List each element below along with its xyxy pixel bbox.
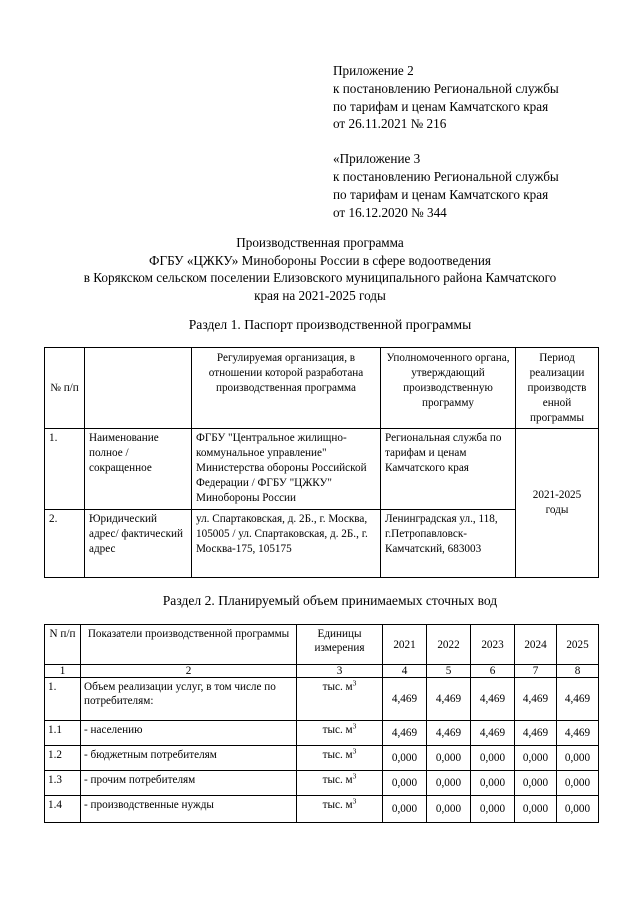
appendix-line: к постановлению Региональной службы bbox=[333, 80, 559, 96]
row-value: 0,000 bbox=[383, 746, 427, 771]
row-value: 4,469 bbox=[557, 678, 599, 721]
row-value: 4,469 bbox=[383, 678, 427, 721]
title-line: края на 2021-2025 годы bbox=[254, 287, 386, 303]
row-value: 0,000 bbox=[557, 771, 599, 796]
appendix-block-current bbox=[333, 62, 559, 133]
row-value: 0,000 bbox=[515, 746, 557, 771]
document-title bbox=[40, 234, 600, 304]
row-value: 0,000 bbox=[557, 746, 599, 771]
header-year: 2023 bbox=[471, 625, 515, 665]
title-line: Производственная программа bbox=[236, 235, 404, 250]
appendix-line: Приложение 2 bbox=[333, 63, 414, 78]
unit-sup: 3 bbox=[352, 721, 357, 731]
row-authority: Ленинградская ул., 118, г.Петропавловск-Камчатский, 683003 bbox=[381, 510, 516, 578]
header-year: 2022 bbox=[427, 625, 471, 665]
row-value: 0,000 bbox=[383, 796, 427, 823]
col-number: 5 bbox=[427, 665, 471, 678]
table-row bbox=[45, 429, 599, 510]
row-indicator: - производственные нужды bbox=[81, 796, 297, 823]
row-value: 4,469 bbox=[427, 678, 471, 721]
table-row bbox=[45, 510, 599, 578]
row-num: 1.3 bbox=[45, 771, 81, 796]
col-number: 1 bbox=[45, 665, 81, 678]
row-num: 1.4 bbox=[45, 796, 81, 823]
table-row bbox=[45, 771, 599, 796]
col-number: 4 bbox=[383, 665, 427, 678]
row-num: 1. bbox=[45, 678, 81, 721]
header-year: 2024 bbox=[515, 625, 557, 665]
row-authority: Региональная служба по тарифам и ценам Камчатского края bbox=[381, 429, 516, 510]
appendix-line: от 26.11.2021 № 216 bbox=[333, 116, 447, 132]
appendix-line: от 16.12.2020 № 344 bbox=[333, 204, 447, 220]
row-name: Наименование полное / сокращенное bbox=[85, 429, 192, 510]
column-numbers-row bbox=[45, 665, 599, 678]
unit-base: тыс. м bbox=[322, 724, 353, 736]
row-unit bbox=[297, 721, 383, 746]
col-number: 3 bbox=[297, 665, 383, 678]
header-num: № п/п bbox=[45, 348, 85, 429]
unit-base: тыс. м bbox=[322, 681, 353, 693]
header-year: 2021 bbox=[383, 625, 427, 665]
row-value: 0,000 bbox=[471, 771, 515, 796]
unit-base: тыс. м bbox=[322, 799, 353, 811]
row-value: 0,000 bbox=[383, 771, 427, 796]
unit-sup: 3 bbox=[352, 771, 357, 781]
row-indicator: - населению bbox=[81, 721, 297, 746]
row-value: 4,469 bbox=[557, 721, 599, 746]
row-num: 1.1 bbox=[45, 721, 81, 746]
row-indicator: - бюджетным потребителям bbox=[81, 746, 297, 771]
row-org: ФГБУ "Центральное жилищно-коммунальное управление" Министерства обороны Российской Федерации / ФГБУ "ЦЖКУ" Минобороны России bbox=[192, 429, 381, 510]
row-num: 1. bbox=[45, 429, 85, 510]
header-year: 2025 bbox=[557, 625, 599, 665]
row-value: 4,469 bbox=[471, 678, 515, 721]
row-value: 0,000 bbox=[427, 746, 471, 771]
header-num: N п/п bbox=[45, 625, 81, 665]
appendix-line: «Приложение 3 bbox=[333, 151, 421, 167]
col-number: 2 bbox=[81, 665, 297, 678]
col-number: 6 bbox=[471, 665, 515, 678]
row-indicator: Объем реализации услуг, в том числе по потребителям: bbox=[81, 678, 297, 721]
row-value: 0,000 bbox=[427, 771, 471, 796]
row-unit bbox=[297, 746, 383, 771]
appendix-line: по тарифам и ценам Камчатского края bbox=[333, 98, 549, 114]
title-line: ФГБУ «ЦЖКУ» Минобороны России в сфере водоотведения bbox=[149, 252, 491, 268]
table-row bbox=[45, 746, 599, 771]
row-unit bbox=[297, 771, 383, 796]
row-value: 0,000 bbox=[471, 746, 515, 771]
section2-heading: Раздел 2. Планируемый объем принимаемых сточных вод bbox=[162, 593, 498, 608]
passport-header-row bbox=[45, 348, 599, 429]
passport-table bbox=[44, 347, 599, 578]
unit-sup: 3 bbox=[352, 678, 357, 688]
appendix-line: по тарифам и ценам Камчатского края bbox=[333, 186, 549, 202]
row-value: 4,469 bbox=[383, 721, 427, 746]
unit-sup: 3 bbox=[352, 746, 357, 756]
row-unit bbox=[297, 796, 383, 823]
unit-base: тыс. м bbox=[322, 749, 353, 761]
header-empty bbox=[85, 348, 192, 429]
table-row bbox=[45, 678, 599, 721]
row-value: 0,000 bbox=[471, 796, 515, 823]
header-authority: Уполномоченного органа, утверждающий производственную программу bbox=[381, 348, 516, 429]
header-indicator: Показатели производственной программы bbox=[81, 625, 297, 665]
volume-table bbox=[44, 624, 599, 823]
row-unit bbox=[297, 678, 383, 721]
volume-header-row bbox=[45, 625, 599, 665]
row-value: 0,000 bbox=[515, 796, 557, 823]
row-value: 4,469 bbox=[471, 721, 515, 746]
period-value: 2021-2025 годы bbox=[516, 429, 599, 578]
unit-base: тыс. м bbox=[322, 774, 353, 786]
table-row bbox=[45, 796, 599, 823]
table-row bbox=[45, 721, 599, 746]
title-line: в Корякском сельском поселении Елизовского муниципального района Камчатского bbox=[83, 270, 557, 285]
section1-heading: Раздел 1. Паспорт производственной программы bbox=[188, 317, 472, 332]
row-value: 4,469 bbox=[515, 721, 557, 746]
row-value: 4,469 bbox=[427, 721, 471, 746]
row-name: Юридический адрес/ фактический адрес bbox=[85, 510, 192, 578]
row-org: ул. Спартаковская, д. 2Б., г. Москва, 105005 / ул. Спартаковская, д. 2Б., г. Москва-175, 105175 bbox=[192, 510, 381, 578]
header-unit: Единицы измерения bbox=[297, 625, 383, 665]
row-num: 2. bbox=[45, 510, 85, 578]
col-number: 7 bbox=[515, 665, 557, 678]
header-period: Период реализации производств енной программы bbox=[516, 348, 599, 429]
header-org: Регулируемая организация, в отношении которой разработана производственная программа bbox=[192, 348, 381, 429]
appendix-header bbox=[333, 62, 559, 238]
row-value: 4,469 bbox=[515, 678, 557, 721]
col-number: 8 bbox=[557, 665, 599, 678]
appendix-line: к постановлению Региональной службы bbox=[333, 168, 559, 184]
row-num: 1.2 bbox=[45, 746, 81, 771]
row-value: 0,000 bbox=[427, 796, 471, 823]
row-indicator: - прочим потребителям bbox=[81, 771, 297, 796]
row-value: 0,000 bbox=[557, 796, 599, 823]
row-value: 0,000 bbox=[515, 771, 557, 796]
appendix-block-previous bbox=[333, 150, 559, 221]
unit-sup: 3 bbox=[352, 796, 357, 806]
